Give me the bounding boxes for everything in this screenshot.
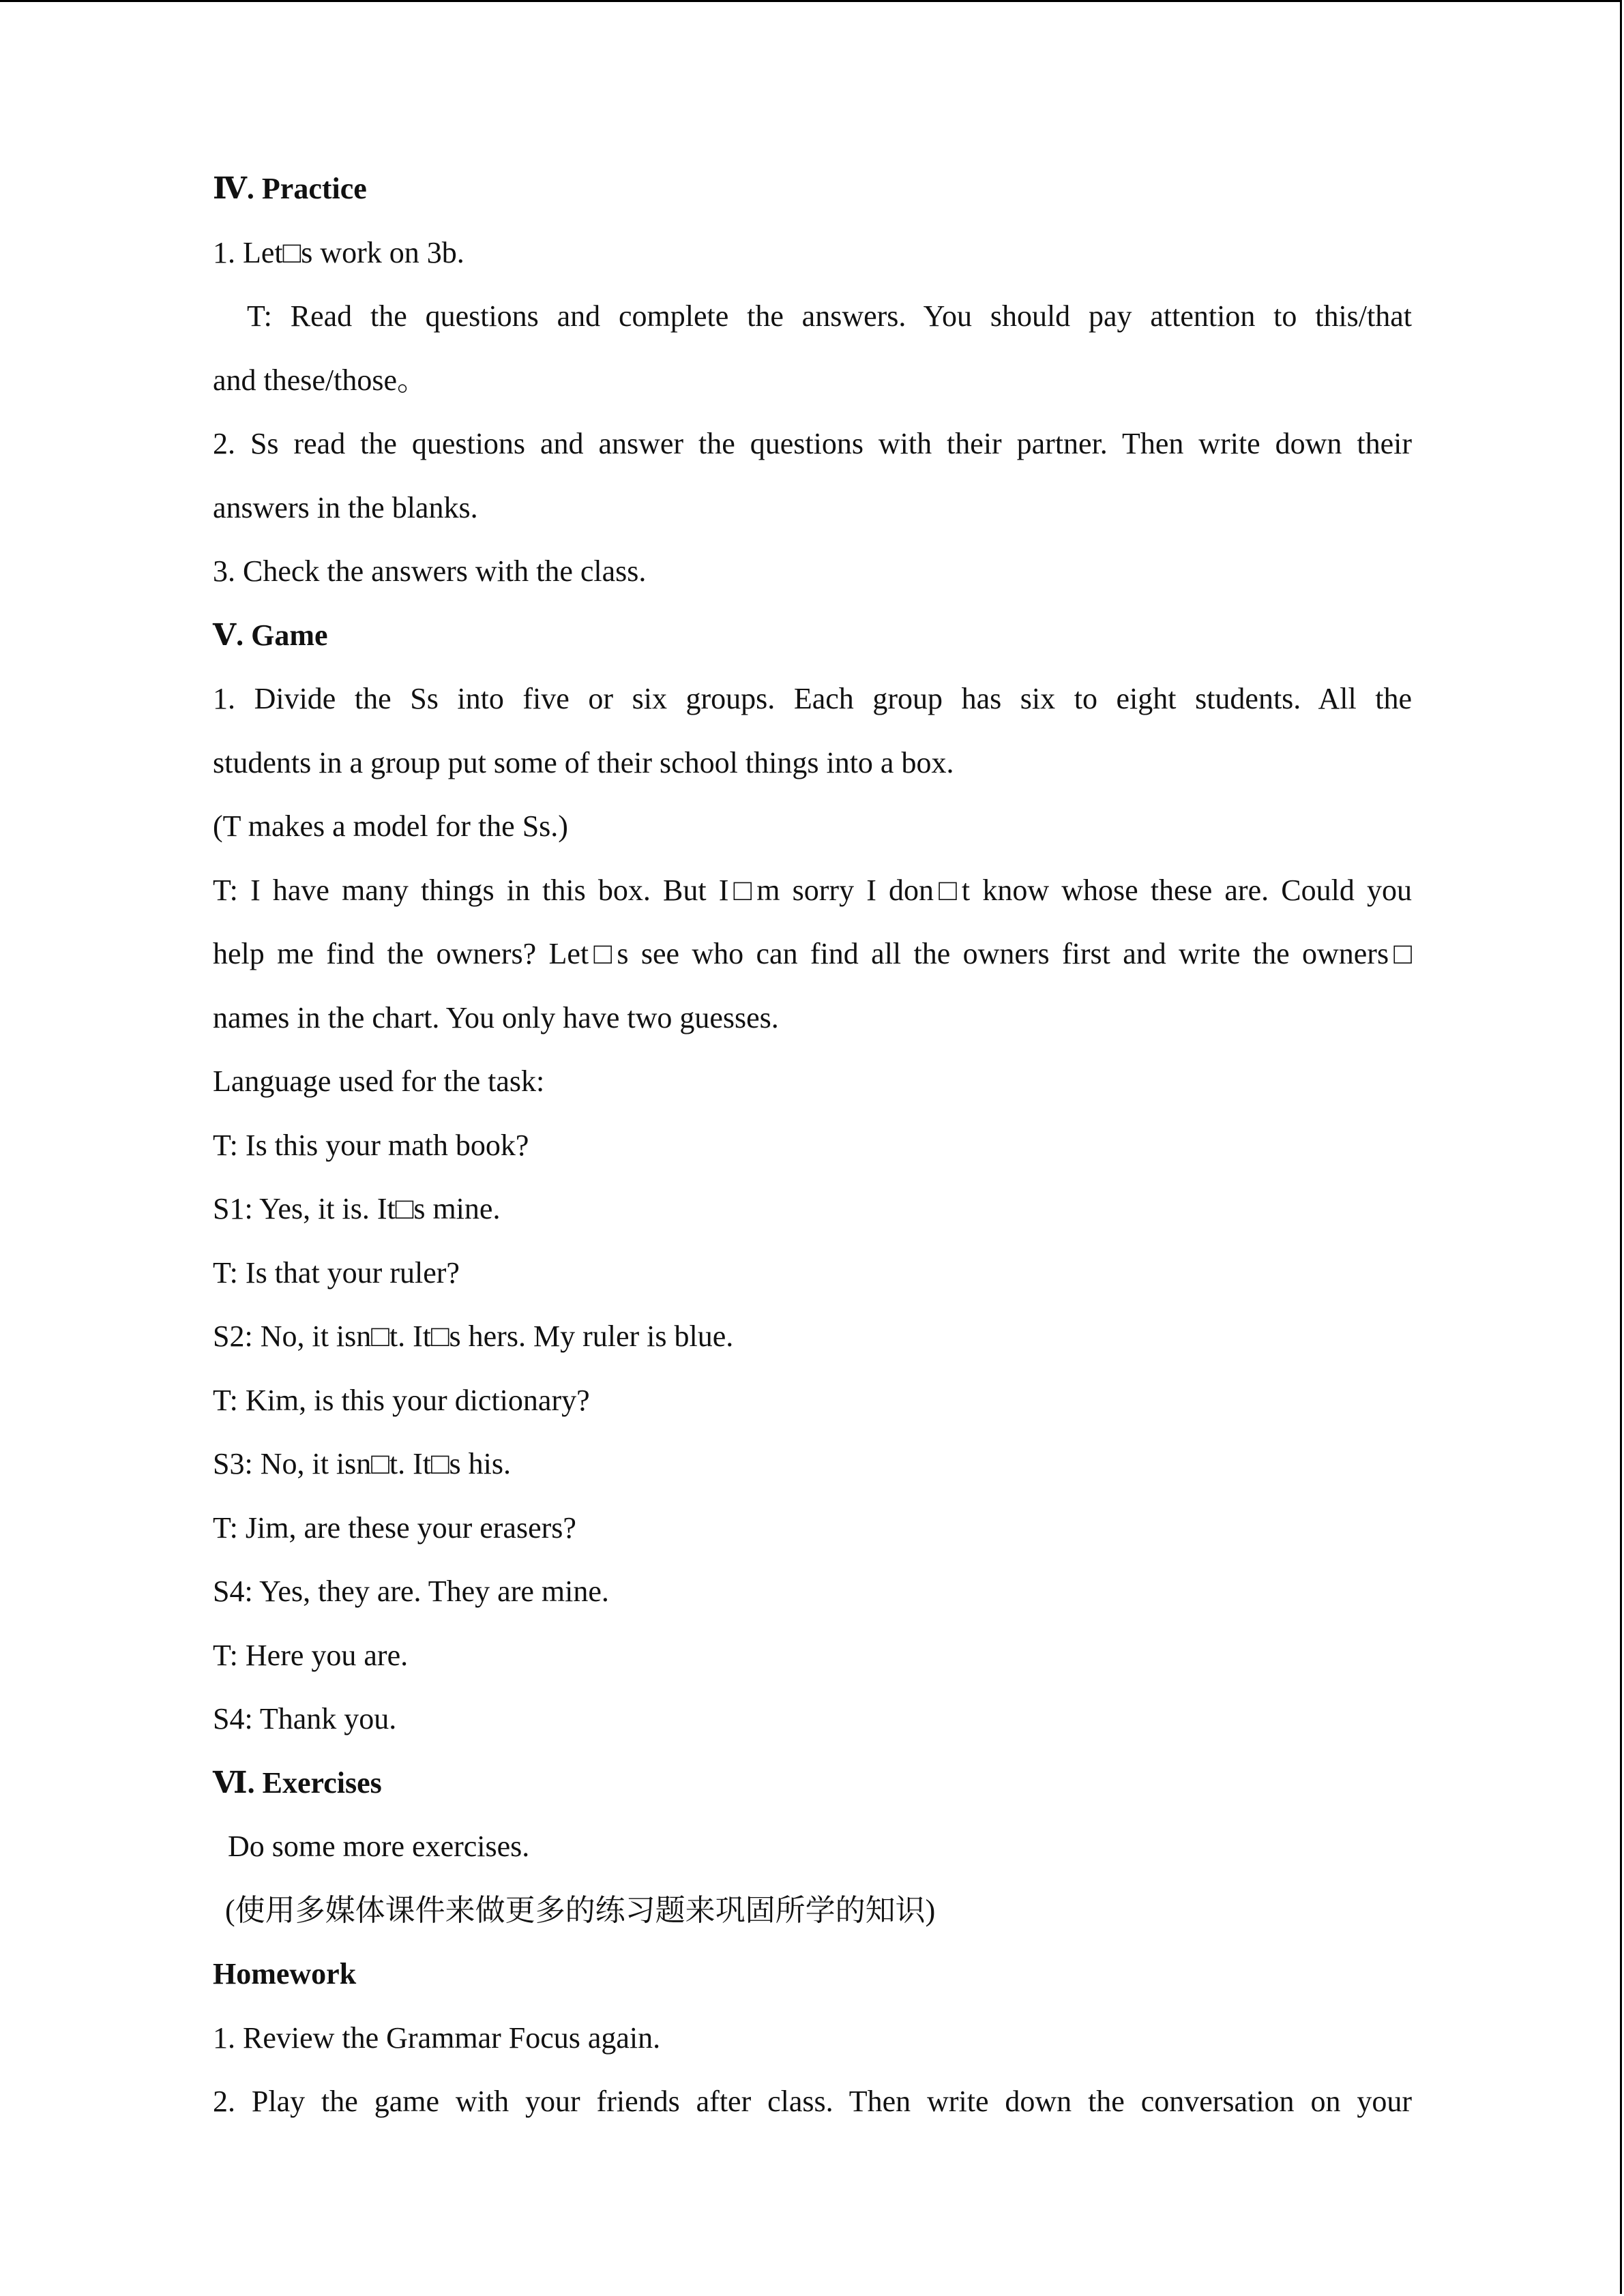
section-heading-practice: Ⅳ. Practice: [213, 172, 367, 205]
paragraph-line: 1. Review the Grammar Focus again.: [213, 2021, 661, 2055]
dialogue-line: S1: Yes, it is. It□s mine.: [213, 1192, 501, 1225]
paragraph-line: help me find the owners? Let□s see who can find all the owners first and write the owners□: [213, 937, 1412, 970]
dialogue-line: T: Is that your ruler?: [213, 1255, 460, 1289]
paragraph-line: Do some more exercises.: [228, 1830, 530, 1863]
section-heading-homework: Homework: [213, 1957, 357, 1991]
paragraph-line: 3. Check the answers with the class.: [213, 554, 647, 588]
dialogue-line: T: Kim, is this your dictionary?: [213, 1383, 590, 1417]
paragraph-line: T: I have many things in this box. But I□m sorry I don□t know whose these are. Could you: [213, 873, 1412, 907]
section-heading-exercises: Ⅵ. Exercises: [213, 1765, 382, 1800]
paragraph-line: T: Read the questions and complete the answers. You should pay attention to this/that: [247, 299, 1412, 333]
paragraph-line: 1. Let□s work on 3b.: [213, 235, 464, 269]
dialogue-line: T: Here you are.: [213, 1638, 409, 1672]
paragraph-line: 2. Ss read the questions and answer the questions with their partner. Then write down their: [213, 427, 1412, 460]
paragraph-line: answers in the blanks.: [213, 490, 478, 524]
section-heading-game: Ⅴ. Game: [213, 618, 328, 652]
paragraph-line: (使用多媒体课件来做更多的练习题来巩固所学的知识): [225, 1893, 936, 1927]
dialogue-line: T: Is this your math book?: [213, 1128, 529, 1162]
dialogue-line: S4: Yes, they are. They are mine.: [213, 1575, 609, 1608]
paragraph-line: 2. Play the game with your friends after class. Then write down the conversation on your: [213, 2085, 1412, 2118]
paragraph-line: and these/those。: [213, 363, 428, 397]
document-body: [213, 157, 1412, 2134]
paragraph-line: students in a group put some of their school things into a box.: [213, 745, 954, 779]
paragraph-line: Language used for the task:: [213, 1064, 545, 1098]
paragraph-line: names in the chart. You only have two guesses.: [213, 1000, 779, 1034]
paragraph-line: 1. Divide the Ss into five or six groups. Each group has six to eight students. All the: [213, 682, 1412, 715]
dialogue-line: S4: Thank you.: [213, 1702, 397, 1735]
dialogue-line: T: Jim, are these your erasers?: [213, 1510, 576, 1545]
dialogue-line: S3: No, it isn□t. It□s his.: [213, 1447, 511, 1480]
dialogue-line: S2: No, it isn□t. It□s hers. My ruler is blue.: [213, 1320, 734, 1353]
paragraph-line: (T makes a model for the Ss.): [213, 809, 568, 843]
